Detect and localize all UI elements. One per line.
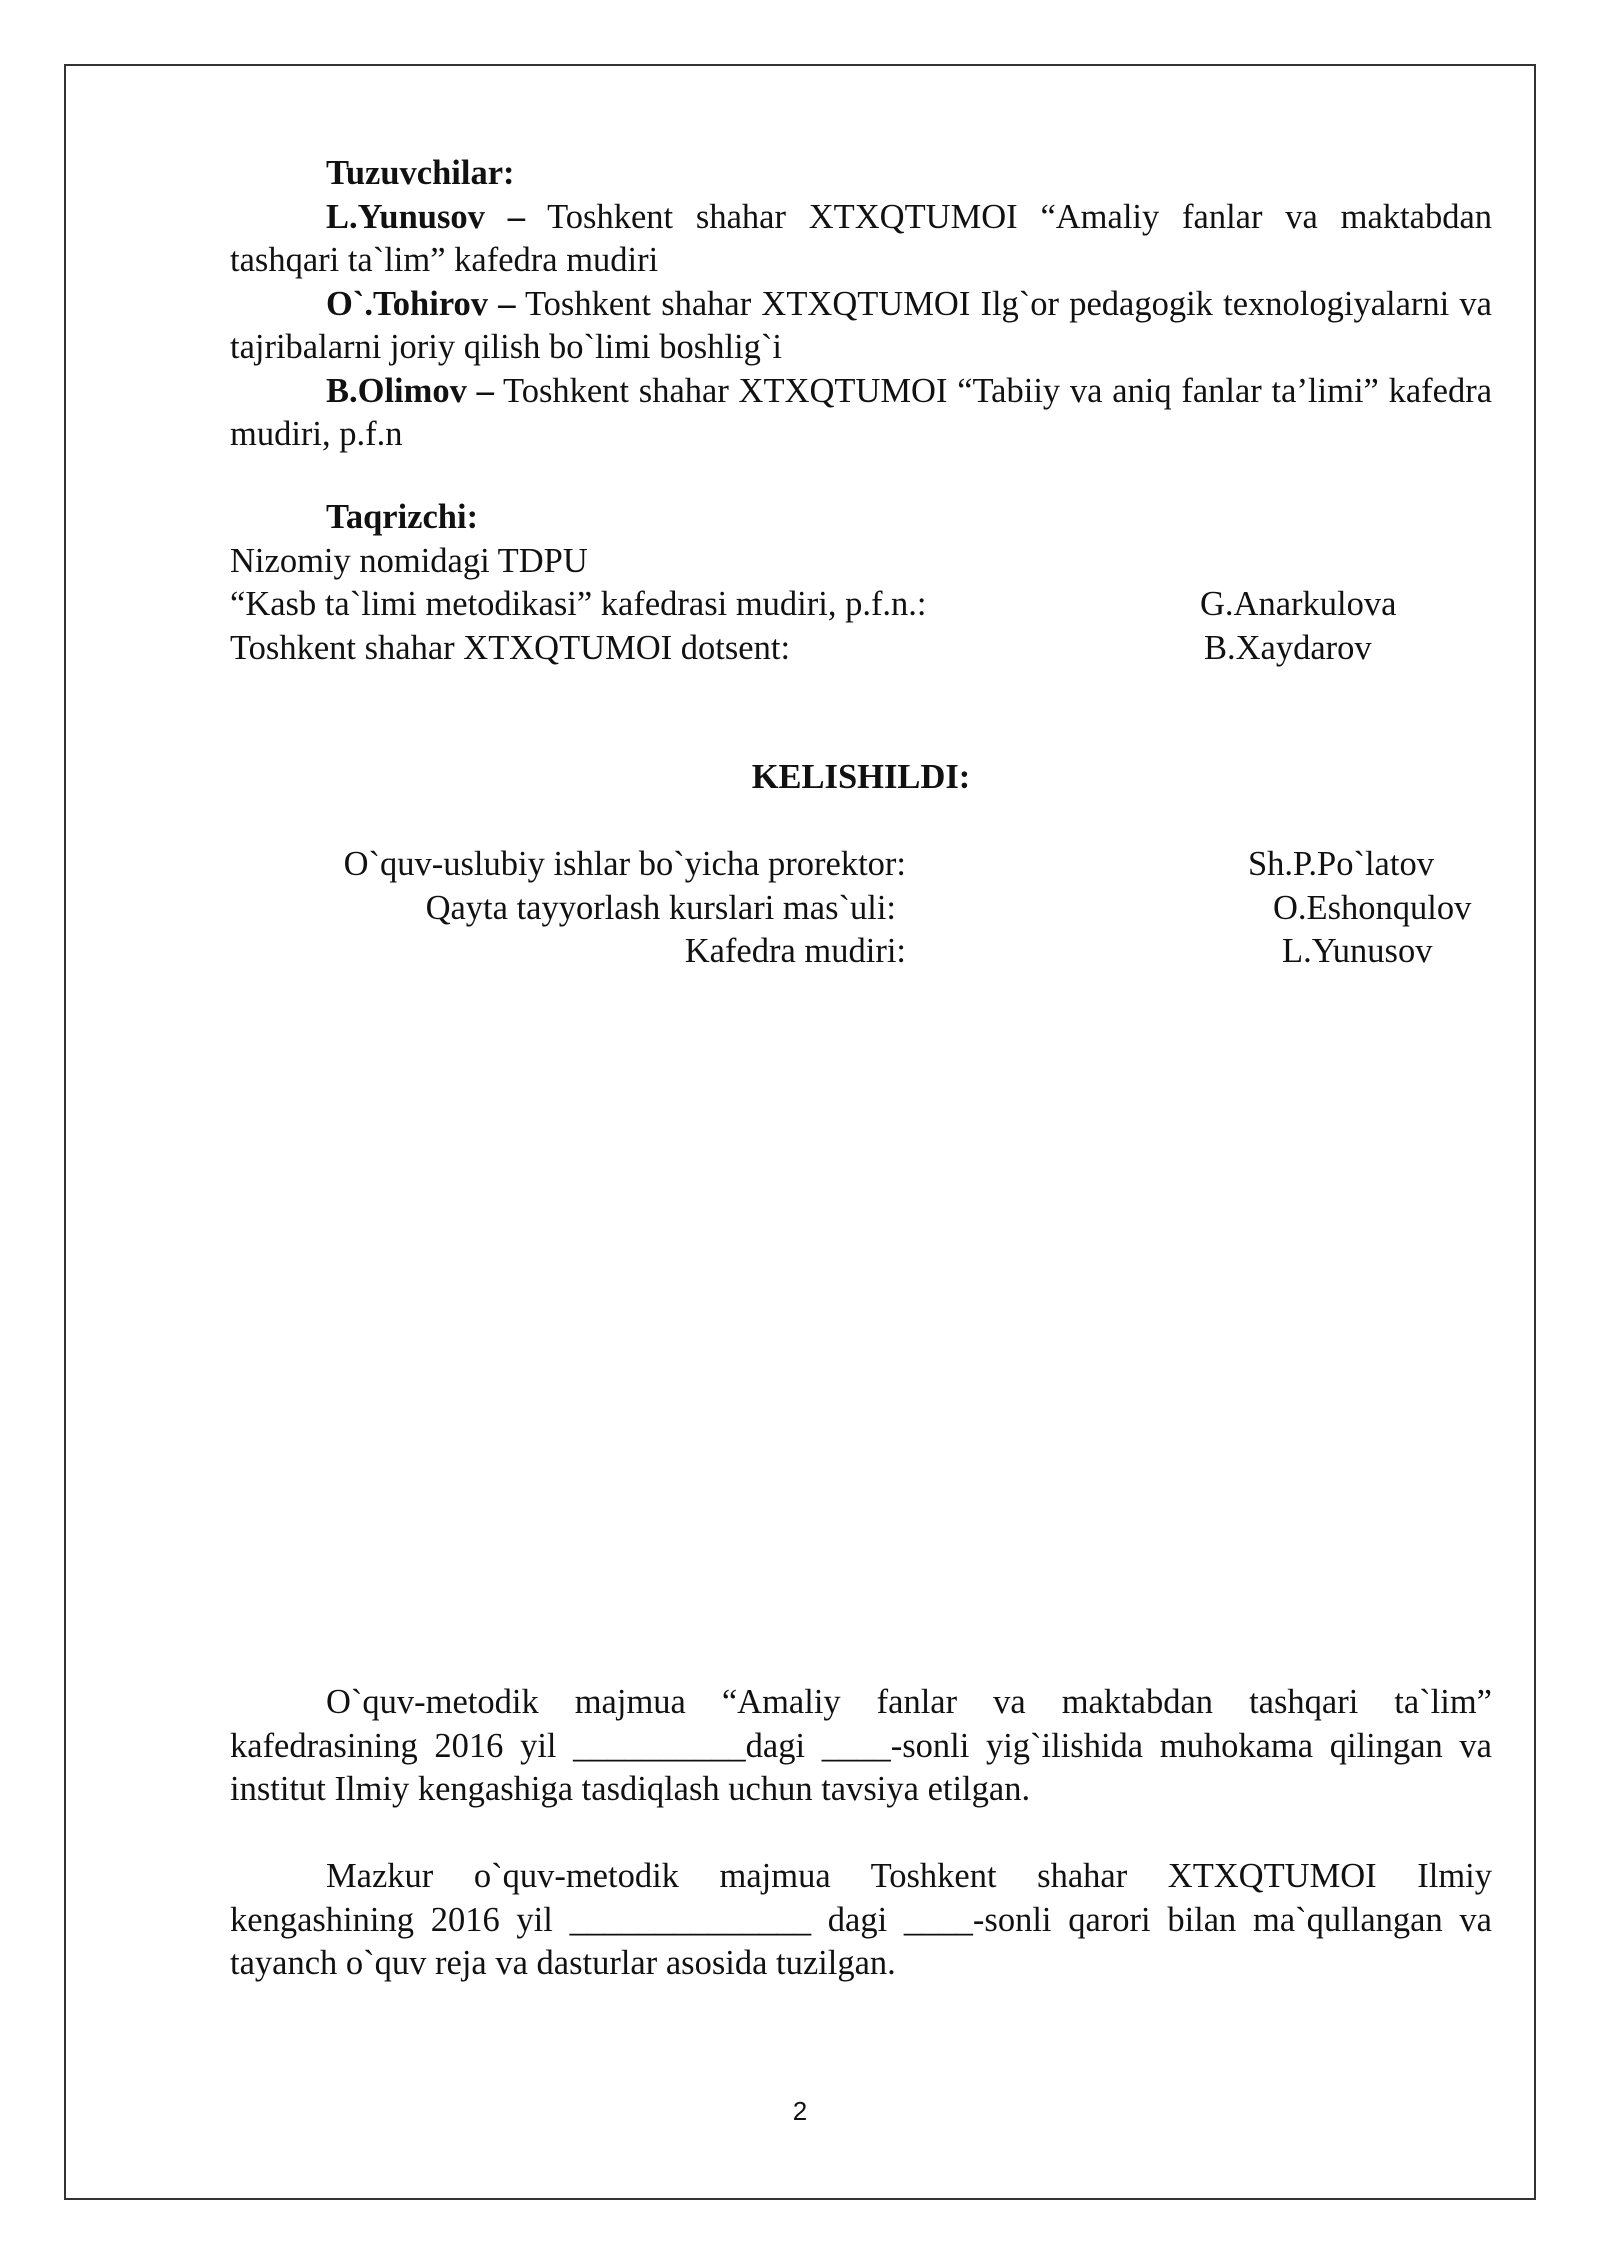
- agreed-section: [230, 843, 1492, 974]
- agreed-row-1: [230, 843, 1492, 887]
- author-name-3: B.Olimov: [326, 371, 467, 410]
- approval-paragraph-2: Mazkur o`quv-metodik majmua Toshkent shahar XTXQTUMOI Ilmiy kengashining 2016 yil ______________ dagi ____-sonli qarori bilan ma`qullangan va tayanch o`quv reja va dasturlar asosida tuzilgan.: [230, 1857, 1492, 1982]
- reviewer-institution: Nizomiy nomidagi TDPU: [230, 541, 588, 580]
- author-entry-1: [230, 196, 1492, 283]
- reviewer-name-2: B.Xaydarov: [1204, 628, 1372, 667]
- author-dash-3: –: [476, 371, 494, 410]
- agreed-row-2: [230, 887, 1492, 931]
- agreed-role-3: Kafedra mudiri:: [684, 932, 906, 970]
- agreed-name-3: L.Yunusov: [1282, 932, 1433, 970]
- reviewer-name-1: G.Anarkulova: [1200, 585, 1397, 623]
- agreed-row-3: [230, 930, 1492, 974]
- authors-heading: Tuzuvchilar:: [326, 154, 515, 192]
- author-desc-2: Toshkent shahar XTXQTUMOI Ilg`or pedagogik texnologiyalarni va tajribalarni joriy qilish bo`limi boshlig`i: [230, 284, 1492, 366]
- approval-paragraph-1: O`quv-metodik majmua “Amaliy fanlar va maktabdan tashqari ta`lim” kafedrasining 2016 yil __________dagi ____-sonli yig`ilishida muhokama qilingan va institut Ilmiy kengashiga tasdiqlash uchun tavsiya etilgan.: [230, 1683, 1492, 1808]
- author-entry-2: [230, 283, 1492, 370]
- reviewer-role-2: Toshkent shahar XTXQTUMOI dotsent:: [230, 628, 791, 667]
- agreed-name-2: O.Eshonqulov: [1273, 888, 1472, 927]
- page-number: 2: [792, 2096, 808, 2126]
- author-name-2: O`.Tohirov: [326, 284, 489, 323]
- agreed-heading: KELISHILDI:: [751, 758, 971, 796]
- reviewer-heading: Taqrizchi:: [326, 498, 479, 536]
- author-entry-3: [230, 370, 1492, 457]
- agreed-role-2: Qayta tayyorlash kurslari mas`uli:: [425, 888, 896, 927]
- author-name-1: L.Yunusov: [326, 197, 485, 236]
- agreed-role-1: O`quv-uslubiy ishlar bo`yicha prorektor:: [343, 845, 906, 883]
- reviewer-row-2: [230, 627, 1492, 671]
- author-desc-1: Toshkent shahar XTXQTUMOI “Amaliy fanlar va maktabdan tashqari ta`lim” kafedra mudiri: [230, 197, 1493, 279]
- authors-section: [230, 152, 1492, 457]
- reviewer-section: [230, 496, 1492, 670]
- reviewer-role-1: “Kasb ta`limi metodikasi” kafedrasi mudiri, p.f.n.:: [230, 585, 927, 623]
- author-dash-1: –: [507, 197, 525, 236]
- author-dash-2: –: [498, 284, 516, 323]
- approval-paragraphs: [230, 1681, 1492, 1986]
- agreed-name-1: Sh.P.Po`latov: [1248, 845, 1434, 883]
- reviewer-row-1: [230, 583, 1492, 627]
- author-desc-3: Toshkent shahar XTXQTUMOI “Tabiiy va aniq fanlar ta’limi” kafedra mudiri, p.f.n: [230, 371, 1493, 453]
